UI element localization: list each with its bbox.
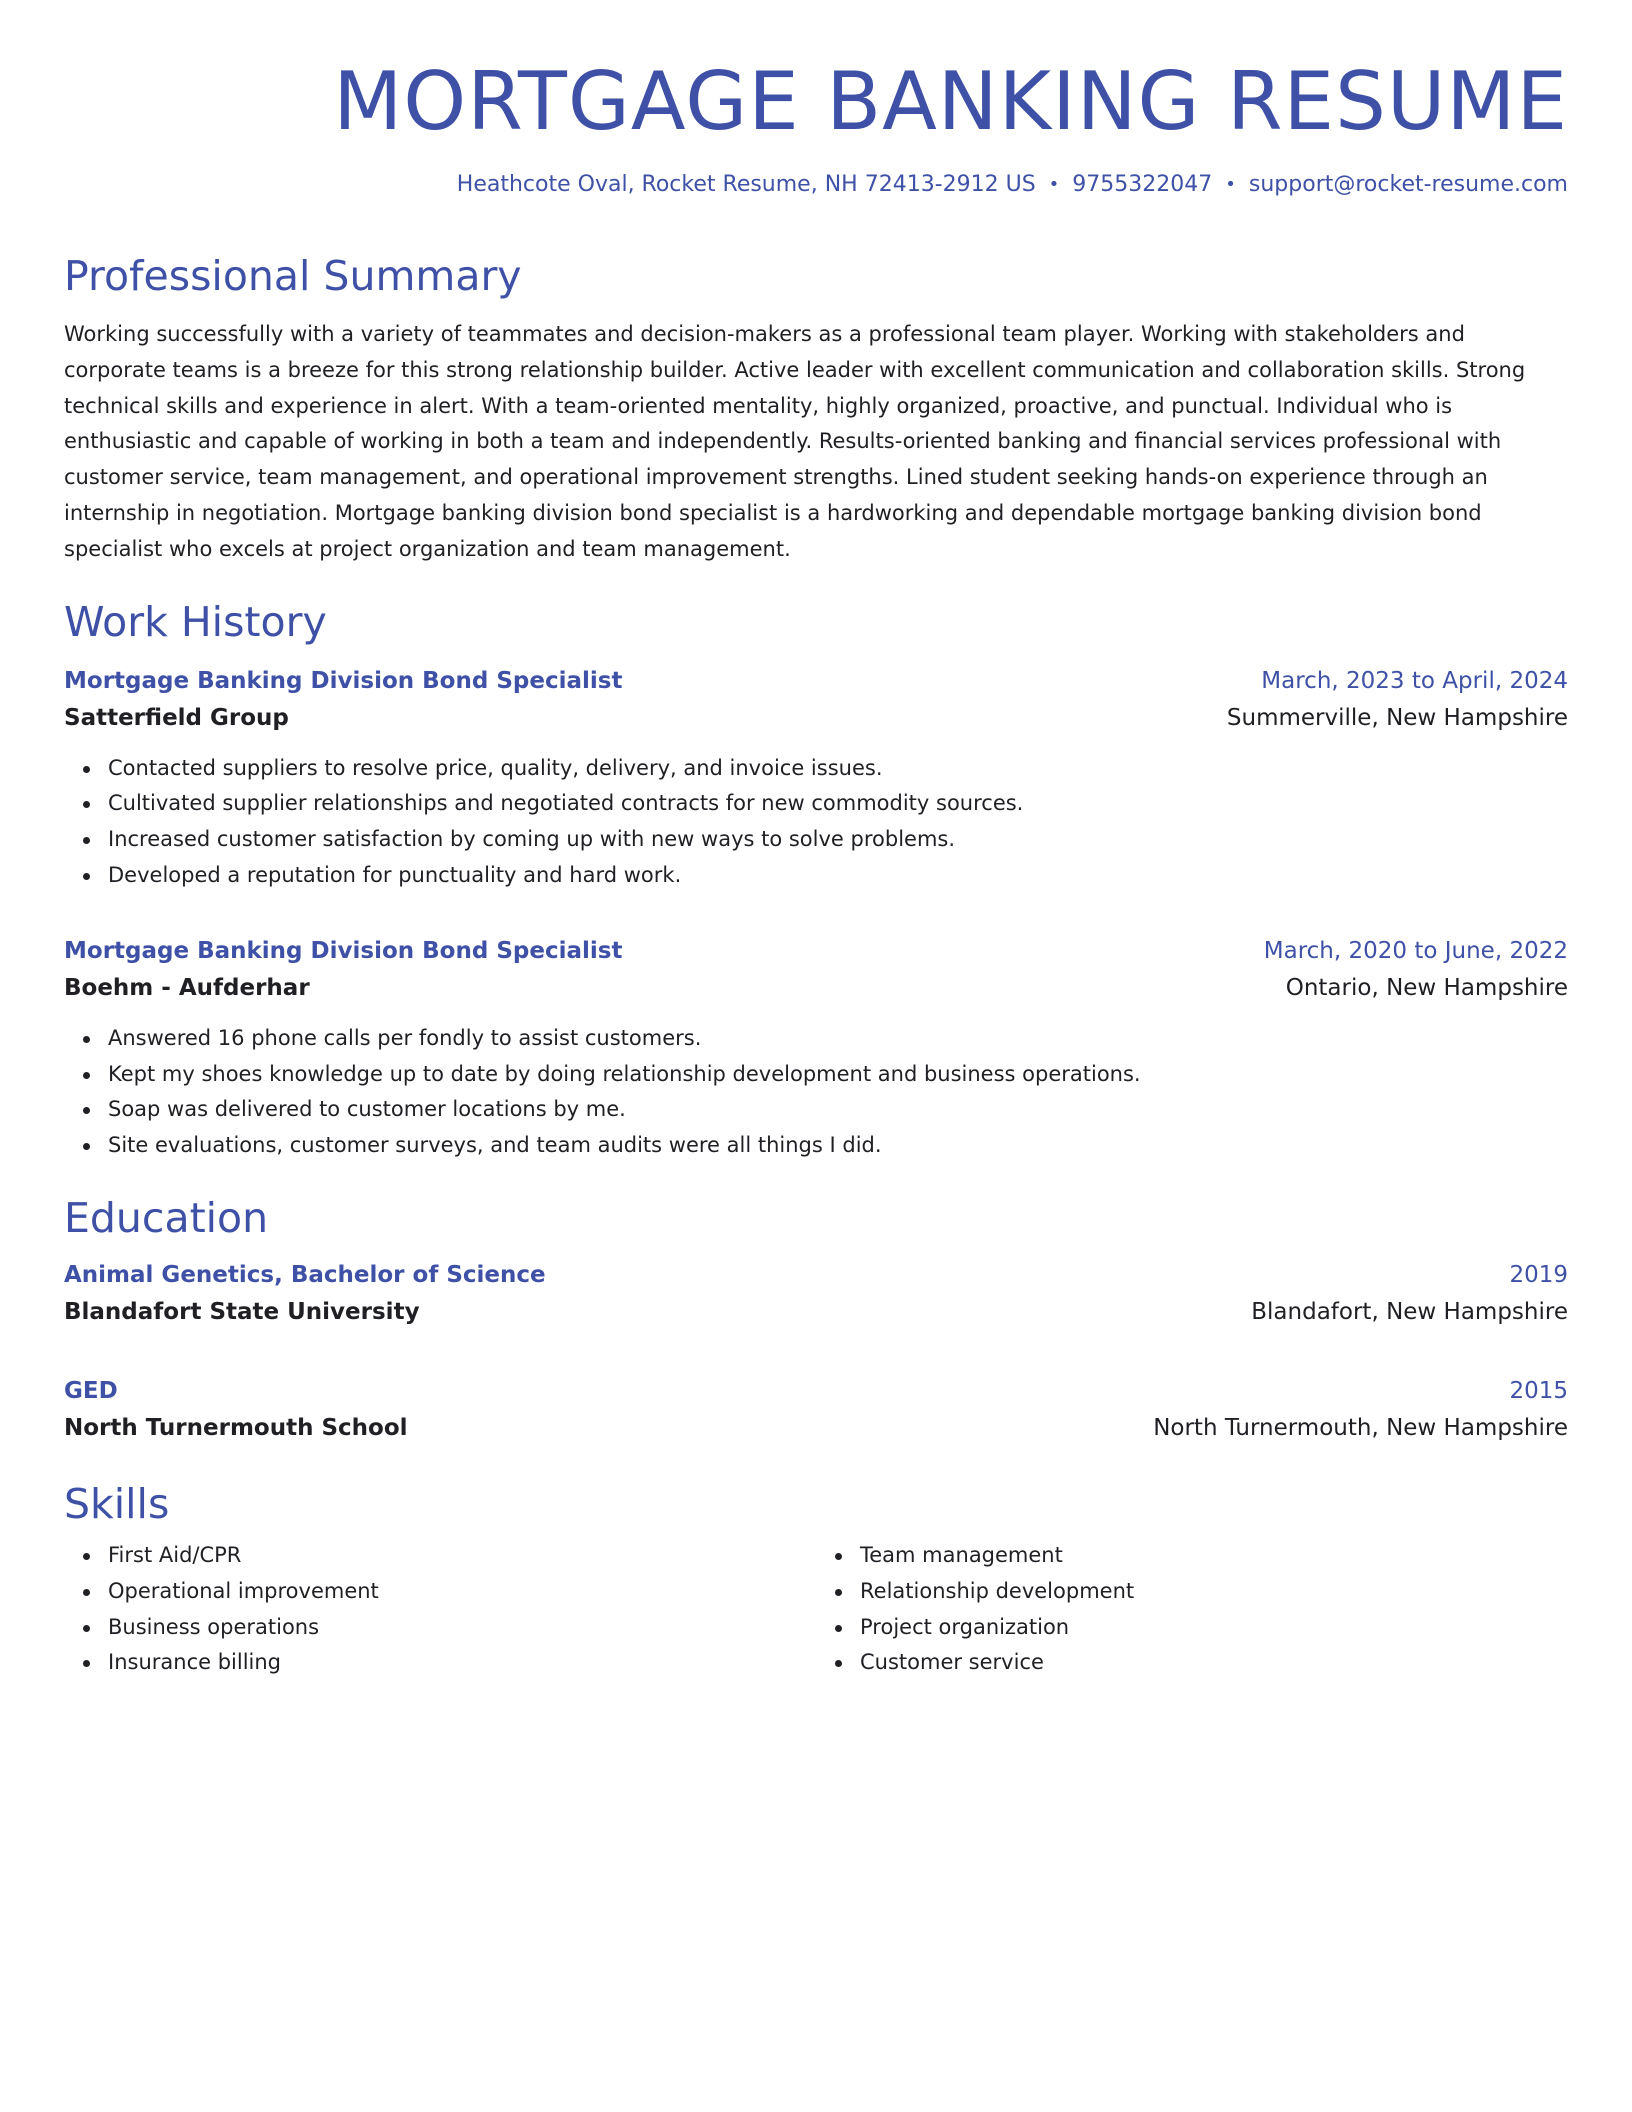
education-entry <box>64 1374 1568 1448</box>
resume-header <box>64 0 1568 200</box>
work-entry <box>64 934 1568 1164</box>
skills-column-left <box>64 1538 816 1681</box>
list-item: Developed a reputation for punctuality and hard work. <box>108 858 1568 894</box>
skill-item: Customer service <box>860 1645 1568 1681</box>
degree-title: GED <box>64 1377 118 1404</box>
work-history-section <box>64 596 1568 1164</box>
skills-column-right <box>816 1538 1568 1681</box>
skills-list <box>64 1538 816 1681</box>
contact-email: support@rocket-resume.com <box>1248 172 1568 197</box>
job-duties <box>64 1021 1568 1164</box>
skill-item: Operational improvement <box>108 1574 816 1610</box>
contact-separator: • <box>1048 174 1060 195</box>
graduation-year: 2019 <box>1509 1261 1568 1288</box>
contact-address: Heathcote Oval, Rocket Resume, NH 72413-2912 US <box>456 172 1036 197</box>
job-title: Mortgage Banking Division Bond Specialist <box>64 667 623 694</box>
list-item: Contacted suppliers to resolve price, quality, delivery, and invoice issues. <box>108 751 1568 787</box>
contact-phone: 9755322047 <box>1072 172 1213 197</box>
work-entry <box>64 664 1568 894</box>
skill-item: Project organization <box>860 1610 1568 1646</box>
skill-item: Insurance billing <box>108 1645 816 1681</box>
skill-item: First Aid/CPR <box>108 1538 816 1574</box>
school-name: Blandafort State University <box>64 1298 420 1325</box>
job-location: Ontario, New Hampshire <box>1285 974 1568 1001</box>
skill-item: Relationship development <box>860 1574 1568 1610</box>
school-location: Blandafort, New Hampshire <box>1251 1298 1568 1325</box>
list-item: Soap was delivered to customer locations by me. <box>108 1092 1568 1128</box>
list-item: Increased customer satisfaction by coming up with new ways to solve problems. <box>108 822 1568 858</box>
job-location: Summerville, New Hampshire <box>1226 704 1568 731</box>
job-duties <box>64 751 1568 894</box>
job-dates: March, 2023 to April, 2024 <box>1261 667 1568 694</box>
skills-section <box>64 1478 1568 1681</box>
contact-separator: • <box>1225 174 1236 195</box>
company-name: Boehm - Aufderhar <box>64 974 310 1001</box>
job-title: Mortgage Banking Division Bond Specialist <box>64 937 623 964</box>
resume-title: MORTGAGE BANKING RESUME <box>333 55 1568 148</box>
skills-list <box>816 1538 1568 1681</box>
list-item: Cultivated supplier relationships and negotiated contracts for new commodity sources. <box>108 786 1568 822</box>
section-title-education: Education <box>64 1193 269 1242</box>
school-name: North Turnermouth School <box>64 1414 408 1441</box>
company-name: Satterfield Group <box>64 704 289 731</box>
section-title-summary: Professional Summary <box>64 252 522 300</box>
list-item: Site evaluations, customer surveys, and team audits were all things I did. <box>108 1128 1568 1164</box>
education-entry <box>64 1258 1568 1332</box>
contact-line <box>64 170 1568 200</box>
summary-section <box>64 250 1568 568</box>
education-section <box>64 1192 1568 1448</box>
skill-item: Team management <box>860 1538 1568 1574</box>
skills-grid <box>64 1538 1568 1681</box>
graduation-year: 2015 <box>1509 1377 1568 1404</box>
skill-item: Business operations <box>108 1610 816 1646</box>
list-item: Answered 16 phone calls per fondly to assist customers. <box>108 1021 1568 1057</box>
job-dates: March, 2020 to June, 2022 <box>1263 937 1568 964</box>
list-item: Kept my shoes knowledge up to date by doing relationship development and business operations. <box>108 1057 1568 1093</box>
summary-text: Working successfully with a variety of teammates and decision-makers as a professional team player. Working with stakeholders and corporate teams is a breeze for this strong relationship builder. Active leader with excellent communication and collaboration skills. Strong technical skills and experience in alert. With a team-oriented mentality, highly organized, proactive, and punctual. Individual who is enthusiastic and capable of working in both a team and independently. Results-oriented banking and financial services professional with customer service, team management, and operational improvement strengths. Lined student seeking hands-on experience through an internship in negotiation. Mortgage banking division bond specialist is a hardworking and dependable mortgage banking division bond specialist who excels at project organization and team management. <box>64 322 1526 561</box>
school-location: North Turnermouth, New Hampshire <box>1153 1414 1568 1441</box>
section-title-skills: Skills <box>64 1479 170 1528</box>
section-title-work-history: Work History <box>64 597 327 646</box>
degree-title: Animal Genetics, Bachelor of Science <box>64 1261 546 1288</box>
